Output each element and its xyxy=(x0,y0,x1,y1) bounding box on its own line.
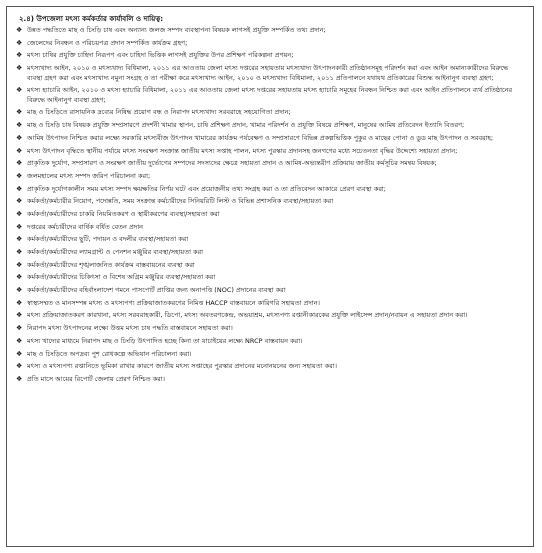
diamond-bullet-icon: ❖ xyxy=(16,26,23,34)
list-item xyxy=(15,210,525,220)
diamond-bullet-icon: ❖ xyxy=(16,248,23,256)
list-item xyxy=(15,362,525,372)
list-item xyxy=(15,51,525,61)
list-item xyxy=(15,324,525,334)
section-heading: ২.৪) উপজেলা মৎস্য কর্মকর্তার কার্যাবলি ও দায়িত্ব: xyxy=(19,15,164,23)
list-item-text: কর্মকর্তা/কর্মচারীদের বহির্বাংলাদেশ গমনে পাসপোর্ট প্রাপ্তির জন্য অনাপত্তি (NOC) প্রদানের ব্যবস্থা করা xyxy=(27,286,286,295)
duty-list xyxy=(15,26,525,384)
list-item xyxy=(15,286,525,296)
list-item xyxy=(15,375,525,385)
list-item-text: কর্মকর্তা/কর্মচারীদের চাকরি নিয়মিতকরণ ও স্থায়ীকরণের ব্যবস্থা/সহায়তা করা xyxy=(27,209,220,218)
diamond-bullet-icon: ❖ xyxy=(16,184,23,193)
list-item xyxy=(15,350,525,360)
list-item xyxy=(15,261,525,271)
list-item-text: মাছ ও চিংড়ি চাষ বিষয়ক প্রযুক্তি সম্প্রসারণে প্রদর্শনী খামার স্থাপন, চাষি প্রশিক্ষণ প্রদান, খামার পরিদর্শন ও প্রযুক্তি বিষয়ে প্রশিক্ষণ, মানুষের আমিষ প্রতিবেদন ইত্যাদি বিতরণ; xyxy=(27,121,465,130)
list-item-text: কর্মকর্তা/কর্মচারীদের চিকিৎসা ও বিশেষ অগ্রিম মঞ্জুরির ব্যবস্থা/সহায়তা করা xyxy=(27,273,216,282)
diamond-bullet-icon: ❖ xyxy=(16,121,23,130)
diamond-bullet-icon: ❖ xyxy=(16,51,23,60)
list-item-text: কর্মকর্তা/কর্মচারীদের শৃঙ্খলাজনিত কার্যক্রম বাস্তবায়নের ব্যবস্থা করা xyxy=(27,260,195,269)
list-item-text: মৎস্য ও মৎস্যপণ্য রপ্তানিতে ভূমিকা রাখার কারণে জাতীয় মৎস্য সপ্তাহের পুরস্কার প্রদানের মনোনয়নের জন্য সহায়তা করা। xyxy=(27,362,337,371)
diamond-bullet-icon: ❖ xyxy=(16,260,23,269)
list-item-text: কর্মকর্তা/কর্মচারীদের ল্যামগ্রান্ট ও পেনশন মঞ্জুরির ব্যবস্থা/সহায়তা করা xyxy=(27,248,204,256)
list-item xyxy=(15,337,525,347)
list-item xyxy=(15,121,525,131)
list-item xyxy=(15,39,525,49)
diamond-bullet-icon: ❖ xyxy=(16,362,23,371)
diamond-bullet-icon: ❖ xyxy=(16,298,23,307)
list-item-text: কর্মকর্তা/কর্মচারীর নিয়োগ, পদোন্নতি, সময় সংক্রান্ত কর্মচারীদের সিনিয়রিটি লিস্ট ও বিভিন্ন প্রশাসনিক ব্যবস্থা/সহায়তা করা xyxy=(27,197,334,206)
list-item xyxy=(15,223,525,233)
list-item-text: উন্নত পদ্ধতিতে মাছ ও চিংড়ি চাষ এবং অন্যান্য জলজ সম্পদ ব্যবস্থাপনা বিষয়ক লাগসই প্রযুক্তি সম্পর্কিত তথ্য প্রদান; xyxy=(27,26,326,34)
list-item xyxy=(15,108,525,118)
list-item-text: কর্মকর্তা/কর্মচারীদের ছুটি, পদায়ন ও বদলীর ব্যবস্থা/সহায়তা করা xyxy=(27,235,189,244)
diamond-bullet-icon: ❖ xyxy=(16,108,23,117)
diamond-bullet-icon: ❖ xyxy=(16,286,23,295)
list-item xyxy=(15,273,525,283)
list-item-text: মাছ ও চিংড়িতে অপদ্রব্য পুশ রোধকল্পে অভিযান পরিচালনা করা। xyxy=(27,349,192,358)
list-item xyxy=(15,159,525,169)
list-item xyxy=(15,299,525,309)
diamond-bullet-icon: ❖ xyxy=(16,235,23,244)
diamond-bullet-icon: ❖ xyxy=(16,159,23,168)
list-item xyxy=(15,185,525,195)
diamond-bullet-icon: ❖ xyxy=(16,197,23,206)
list-item-text: মৎস্য প্রক্রিয়াজাতকরণ কারখানা, মৎস্য সরবরাহকারী, ডিপো, মৎস্য অবতরণকেন্দ্র, অভয়াশ্রম, মৎস্যপণ্য রপ্তানীকারকের প্রযুক্তি লাইসেন্স প্রদান/নবায়ন এ সহায়তা প্রদান করা। xyxy=(27,311,468,320)
list-item xyxy=(15,134,525,144)
diamond-bullet-icon: ❖ xyxy=(16,273,23,282)
list-item xyxy=(15,235,525,245)
list-item xyxy=(15,64,525,83)
list-item xyxy=(15,86,525,105)
diamond-bullet-icon: ❖ xyxy=(16,146,23,155)
diamond-bullet-icon: ❖ xyxy=(16,86,23,95)
diamond-bullet-icon: ❖ xyxy=(16,324,23,333)
list-item-text: মৎস্যখাদ্য আইন, ২০১০ ও মৎস্যখাদ্য বিধিমালা, ২০১১ এর আওতায় জেলা মৎস্য দপ্তরের সহায়তায় মৎস্যখাদ্য উৎপাদনকারী প্রতিষ্ঠানসমূহ পরিদর্শন করা এবং আইন অমান্যকারীদের বিরুদ্ধে ব্যবস্থা গ্রহণ করা এবং মৎস্যখাদ্য নমুনা সংগ্রহ ও তা পরীক্ষা করে মৎস্যখাদ্য আইন, ২০১০ ও মৎস্যখাদ্য বিধিমালা, ২০১১ প্রতিপালনে যথাযথ প্রতিকারের বিশুদ্ধ আইনানুগ ব্যবস্থা গ্রহণ; xyxy=(27,64,509,82)
list-item-text: প্রাকৃতিক দুর্যোগ, সম্প্রসারণ ও সংরক্ষণ জাতীয় দুর্ভোগের সম্পদের সদস্যদের ক্ষেত্রে সহায়তা প্রদান ও আমিষ-অভ্যন্তরীণ প্রক্রিয়ায় জাতীয় কর্মসূচির সমন্বয় বিষয়ক; xyxy=(27,159,437,168)
diamond-bullet-icon: ❖ xyxy=(16,209,23,218)
list-item xyxy=(15,147,525,157)
diamond-bullet-icon: ❖ xyxy=(16,374,23,383)
list-item xyxy=(15,26,525,36)
diamond-bullet-icon: ❖ xyxy=(16,133,23,142)
diamond-bullet-icon: ❖ xyxy=(16,311,23,320)
list-item xyxy=(15,172,525,182)
list-item xyxy=(15,197,525,207)
list-item-text: স্বাস্থ্যসম্মত ও মানসম্পন্ন মৎস্য ও মৎস্যপণ্য প্রক্রিয়াজাতকরণের নিমিত্ত HACCP বাস্তবায়নে কারিগরি সহায়তা প্রদান। xyxy=(27,298,320,307)
list-item xyxy=(15,248,525,258)
diamond-bullet-icon: ❖ xyxy=(16,64,23,73)
list-item-text: মাছ ও চিংড়িতে রাসায়নিক দ্রব্যের নিষিদ্ধ প্রয়োগ বন্ধ ও নিরাপদ মৎস্যখাদ্য সরবরাহে সহযোগিতা প্রদান; xyxy=(27,108,291,117)
list-item-text: মৎস্য খাদ্যের মাধ্যমে নিরাপদ মাছ ও চিংড়ি উৎপাদিত হচ্ছে কিনা তা যাচাইয়ের লক্ষ্যে NRCP বাস্তবায়ন করা। xyxy=(27,336,303,345)
diamond-bullet-icon: ❖ xyxy=(16,171,23,180)
list-item-text: মৎস্য উৎপাদন বৃদ্ধিতে স্থানীয় পর্যায়ে মৎস্য সংরক্ষণ সংক্রান্ত জাতীয় মৎস্য সপ্তাহ পালন, মৎস্য পুরস্কার প্রদানসহ জনগণের মধ্যে সচেতনতা বৃদ্ধির উদ্দেশ্যে সহায়তা প্রদান; xyxy=(27,146,458,155)
list-item xyxy=(15,311,525,321)
list-item-text: জেলেদের নিবন্ধন ও পরিচয়পত্র প্রদান সম্পর্কিত কার্যক্রম গ্রহণ; xyxy=(27,38,188,47)
list-item-text: প্রাকৃতিক দুর্যোগকালীন সময় মৎস্য সম্পদ ক্ষয়ক্ষতির নির্ণয় ঘটে এবং প্রয়োজনীয় তথ্য সংগ্রহ করা ও তা প্রতিবেদন আকারে প্রেরণ ব্যবস্থা করা; xyxy=(27,184,386,193)
diamond-bullet-icon: ❖ xyxy=(16,222,23,231)
list-item-text: নিরাপদ মৎস্য উৎপাদনের লক্ষ্যে উত্তম মৎস্য চাষ পদ্ধতি বাস্তবায়নে সহায়তা করা। xyxy=(27,324,233,333)
list-item-text: জলমহালের মৎস্য সম্পদ জরিপ পরিচালনা করা; xyxy=(27,171,151,180)
list-item-text: মৎস্য হ্যাচারি আইন, ২০১০ ও মৎস্য হ্যাচারি বিধিমালা, ২০১১ এর আওতায় জেলা মৎস্য দপ্তরের সহায়তায় মৎস্য হ্যাচারি সমূহের নিবন্ধন নিশ্চিত করা এবং আইন প্রতিপালনে ব্যর্থ প্রতিষ্ঠানের বিরুদ্ধে আইনানুগ ব্যবস্থা গ্রহণ; xyxy=(27,86,513,104)
list-item-text: দপ্তরের কর্মচারীদের বার্ষিক বর্ধিত বেতন প্রদান xyxy=(27,222,143,231)
diamond-bullet-icon: ❖ xyxy=(16,336,23,345)
diamond-bullet-icon: ❖ xyxy=(16,38,23,47)
list-item-text: আমিষ উৎপাদন নিশ্চিত করার লক্ষ্যে সরকারি মৎস্যবীজ উৎপাদন খামারের কার্যক্রম পর্যবেক্ষণ ও সম্প্রসারণে বিভিন্ন প্রকল্পভিত্তিক পুকুর ও মাছের পোনা ও ডুড মাছ উৎপাদন ও সরবরাহ; xyxy=(27,133,494,142)
bordered-content-box xyxy=(6,6,534,547)
list-item-text: মৎস্য চাষির প্রযুক্তি চাহিদা নিরূপণ এবং চাহিদা ভিত্তিক লাগসই প্রযুক্তির উপর প্রশিক্ষণ পরিকল্পনা প্রণয়ন; xyxy=(27,51,294,60)
list-item-text: প্রতি মাসে আয়ের রিপোর্ট জেলায় প্রেরণ নিশ্চিত করা। xyxy=(27,374,165,383)
diamond-bullet-icon: ❖ xyxy=(16,349,23,358)
